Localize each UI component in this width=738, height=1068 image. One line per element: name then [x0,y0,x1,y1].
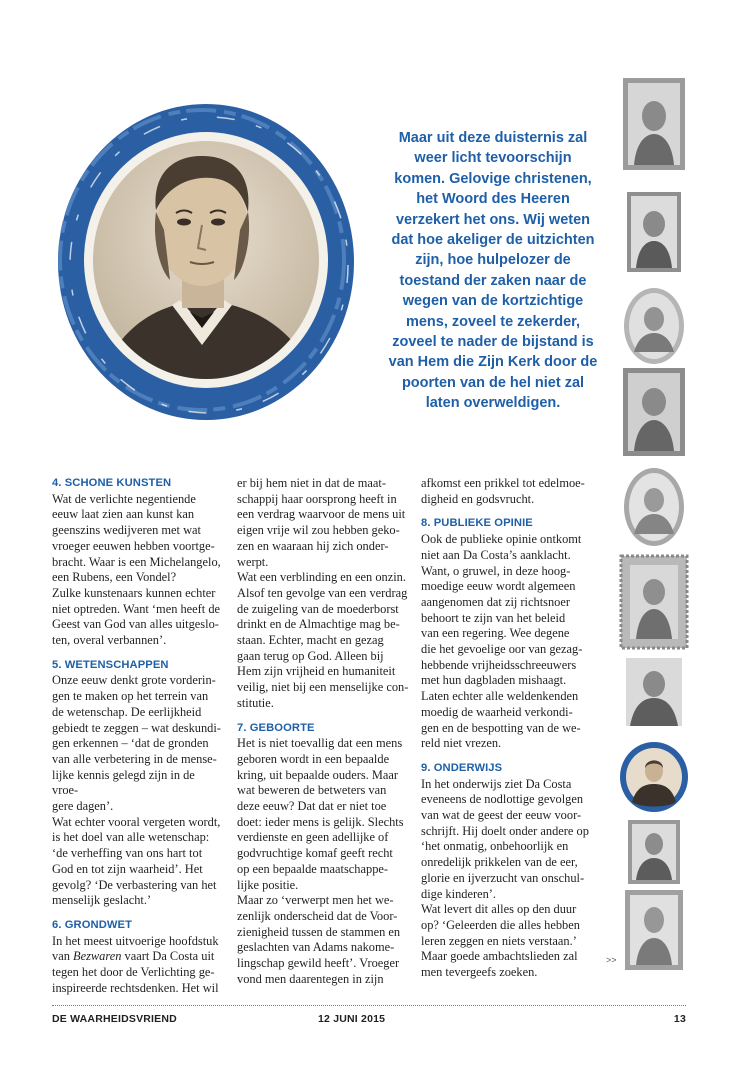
gallery-portrait-6 [616,554,692,650]
body-line: gaan terug op God. Alleen bij [237,648,384,663]
gallery-portrait-1 [616,76,692,172]
main-portrait [52,100,360,424]
quote-line: poorten van de hel niet zal [401,374,585,391]
body-line: geenszins wedijveren met wat [52,523,201,538]
body-line: hebbende vrijheidsschreeuwers [421,657,577,672]
body-line: men tevergeefs zoeken. [421,965,538,980]
framed-portrait-icon [616,190,692,274]
section-heading-grondwet: 6. GRONDWET [52,918,133,931]
body-line: onredelijk prikkelen van de eer, [421,855,578,870]
continued-marker: >> [606,955,617,965]
body-line: met hun dagbladen mishaagt. [421,673,567,688]
body-line: gevolg? ‘De verbastering van het [52,877,217,892]
body-line: Het is niet toevallig dat een mens [237,736,403,751]
quote-line: Maar uit deze duisternis zal [398,130,588,146]
gallery-portrait-2 [616,190,692,274]
quote-line: verzekert het ons. Wij weten [395,211,591,228]
body-line: zen en waaraan hij zich onder- [237,538,389,553]
body-line: een verdrag waarvoor de mens uit [237,507,406,522]
body-line: ‘het onmatig, onbehoorlijk en [421,839,569,854]
body-line: werpt. [237,554,269,569]
body-line: glorie en ijverzucht van onschul- [421,870,585,885]
quote-line: zoveel te nader de bijstand is [392,334,594,351]
body-line: afkomst een prikkel tot edelmoe- [421,476,585,490]
footer-page-number: 13 [673,1013,686,1025]
section-heading-onderwijs: 9. ONDERWIJS [421,761,503,774]
body-line: lijke positie. [237,877,299,892]
body-line: godvruchtige komaf geeft recht [237,846,393,861]
body-line: leren zeggen en niets verstaan.’ [421,933,577,948]
body-line: gen erkennen – ‘dat de gronden [52,736,209,751]
body-text: vaart Da Costa uit [121,949,215,964]
quote-line: dat hoe akeliger de uitzichten [391,232,595,249]
body-line: schappij haar oorsprong heeft in [237,491,397,506]
gallery-portrait-4 [616,366,692,458]
body-line: gebiedt te zeggen – wat deskundi- [52,720,221,735]
portrait-illustration [52,100,360,424]
body-line: vroeger eeuwen hebben voortge- [52,538,215,553]
body-line: menselijk geslacht.’ [52,893,152,908]
body-line: drinkt en de Almachtige mag be- [237,617,400,632]
body-line: Wat een verblinding en een onzin. [237,570,406,585]
body-line: schrijft. Hij doelt onder andere op [421,823,589,838]
body-line: Wat levert dit alles op den duur [421,902,577,917]
highlighted-portrait-icon [616,740,692,814]
body-line: geboren wordt in een bepaalde [237,751,390,766]
section-heading-geboorte: 7. GEBOORTE [237,721,315,734]
quote-line: het Woord des Heeren [416,191,570,208]
body-line: er bij hem niet in dat de maat- [237,476,386,490]
body-line: reld niet vrezen. [421,736,502,751]
body-line: kring, uit bepaalde ouders. Maar [237,767,399,782]
body-line: veilig, niet bij een menselijke con- [237,680,409,695]
body-line: digheid en godsvrucht. [421,491,535,506]
body-line: ‘de verheffing van ons hart tot [52,846,203,861]
portrait-gallery [616,76,692,976]
body-line: verdienste en geen adellijke of [237,830,389,845]
article-column-3 [421,476,593,981]
body-line: de zuigeling van de moederborst [237,601,399,616]
pull-quote [382,128,604,414]
body-line: van een regering. Wee degene [421,626,570,641]
footer-divider [52,1005,686,1006]
gallery-portrait-5 [616,466,692,548]
quote-line: van Hem die Zijn Kerk door de [388,354,598,371]
body-line: doet: ieder mens is gelijk. Slechts [237,814,404,829]
body-line: Hem zijn vrijheid en humaniteit [237,664,396,679]
body-line: ten, overal verbannen’. [52,633,167,648]
quote-line: weer licht tevoorschijn [414,150,572,167]
body-line: niet aan Da Costa’s aanklacht. [421,547,571,562]
gallery-portrait-10 [616,888,692,972]
body-line: tegen het door de Verlichting ge- [52,965,215,980]
body-line: de wetenschap. De eerlijkheid [52,704,202,719]
oval-portrait-icon [616,466,692,548]
body-line: Zulke kunstenaars kunnen echter [52,585,216,600]
body-line: aangenomen dat zij richtsnoer [421,594,570,609]
gallery-portrait-3 [616,286,692,366]
body-line: moedig de waarheid verkondi- [421,704,573,719]
body-line: staan. Echter, macht en gezag [237,633,384,648]
body-line: die het gevoelige oor van gezag- [421,642,583,657]
quote-line: mens, zoveel te zekerder, [405,313,581,330]
quote-line: toestand der zaken naar de [399,272,587,289]
body-line: zienigheid tussen de stammen en [237,924,401,939]
gallery-portrait-9 [616,818,692,886]
body-line: Wat de verlichte negentiende [52,491,196,506]
body-line [52,949,224,965]
body-line: lingschap gewild heeft’. Vroeger [237,956,400,971]
quote-line: komen. Gelovige christenen, [394,170,592,187]
article-column-2 [237,476,409,988]
body-line: gen te maken op het terrein van [52,689,209,704]
body-line: deze eeuw? Dat dat er niet toe [237,799,387,814]
body-line: niet optreden. Want ‘men heeft de [52,601,221,616]
quote-line: zijn, hoe hulpelozer de [415,252,571,269]
body-line: Wat echter vooral vergeten wordt, [52,814,221,829]
quote-line: laten overweldigen. [425,395,561,412]
body-line: dige kinderen’. [421,886,497,901]
body-line: Ook de publieke opinie ontkomt [421,532,582,547]
body-line: In het onderwijs ziet Da Costa [421,776,572,791]
framed-portrait-icon [616,366,692,458]
body-line: behoort te zijn van het beleid [421,610,566,625]
section-heading-publieke-opinie: 8. PUBLIEKE OPINIE [421,517,533,530]
body-line: Alsof ten gevolge van een verdrag [237,585,408,600]
body-line: een Rubens, een Vondel? [52,570,177,585]
body-line: God en tot zijn waarheid’. Het [52,861,203,876]
body-line: eigen vrije wil zou hebben geko- [237,523,400,538]
body-line: Onze eeuw denkt grote vorderin- [52,673,216,688]
quote-line: wegen van de kortzichtige [402,293,584,310]
body-line: is het doel van alle wetenschap: [52,830,210,845]
footer-publication: DE WAARHEIDSVRIEND [52,1013,177,1025]
section-heading-wetenschappen: 5. WETENSCHAPPEN [52,658,169,671]
framed-portrait-icon [616,888,692,972]
body-line: zenlijk onderscheid dat de Voor- [237,908,398,923]
oval-portrait-icon [616,286,692,366]
portrait-icon [616,656,692,728]
body-line: op een bepaalde maatschappe- [237,861,389,876]
gallery-portrait-current [616,740,692,814]
body-text: van [52,949,73,964]
body-line: In het meest uitvoerige hoofdstuk [52,933,219,948]
body-line: op? ‘Geleerden die alles hebben [421,917,580,932]
body-line: wat beweren de betweters van [237,783,387,798]
body-line: Geest van God van alles uitgeslo- [52,617,219,632]
body-line: Maar zo ‘verwerpt men het we- [237,893,394,908]
footer-date: 12 JUNI 2015 [318,1013,386,1025]
body-line: geslachten van Adams nakome- [237,940,395,955]
framed-portrait-icon [616,76,692,172]
gallery-portrait-7 [616,656,692,728]
body-line: moedige eeuw wordt algemeen [421,579,576,594]
body-line: stitutie. [237,695,274,710]
body-line: vond men daarentegen in zijn [237,971,384,986]
body-line: Maar goede ambachtslieden zal [421,949,578,964]
body-line: gere dagen’. [52,799,114,814]
framed-portrait-icon [616,818,692,886]
body-line: eveneens de nodlottige gevolgen [421,792,584,807]
body-line: inspireerde rechtsdenken. Het wil [52,980,219,995]
book-title-bezwaren: Bezwaren [73,949,122,964]
body-line: eeuw laat zien aan kunst kan [52,507,195,522]
body-line: gen en de bespotting van de we- [421,720,581,735]
article-column-1 [52,476,224,997]
body-line: Want, o gruwel, in deze hoog- [421,563,571,578]
body-line: van alle verbetering in de mense- [52,751,217,766]
section-heading-schone-kunsten: 4. SCHONE KUNSTEN [52,477,172,489]
body-line: van wat de geest der eeuw voor- [421,808,582,823]
body-line: bracht. Waar is een Michelangelo, [52,554,221,569]
body-line: lijke kennis gelegd zijn in de vroe- [52,767,195,798]
ornate-frame-portrait-icon [616,554,692,650]
body-line: Laten echter alle weldenkenden [421,689,579,704]
